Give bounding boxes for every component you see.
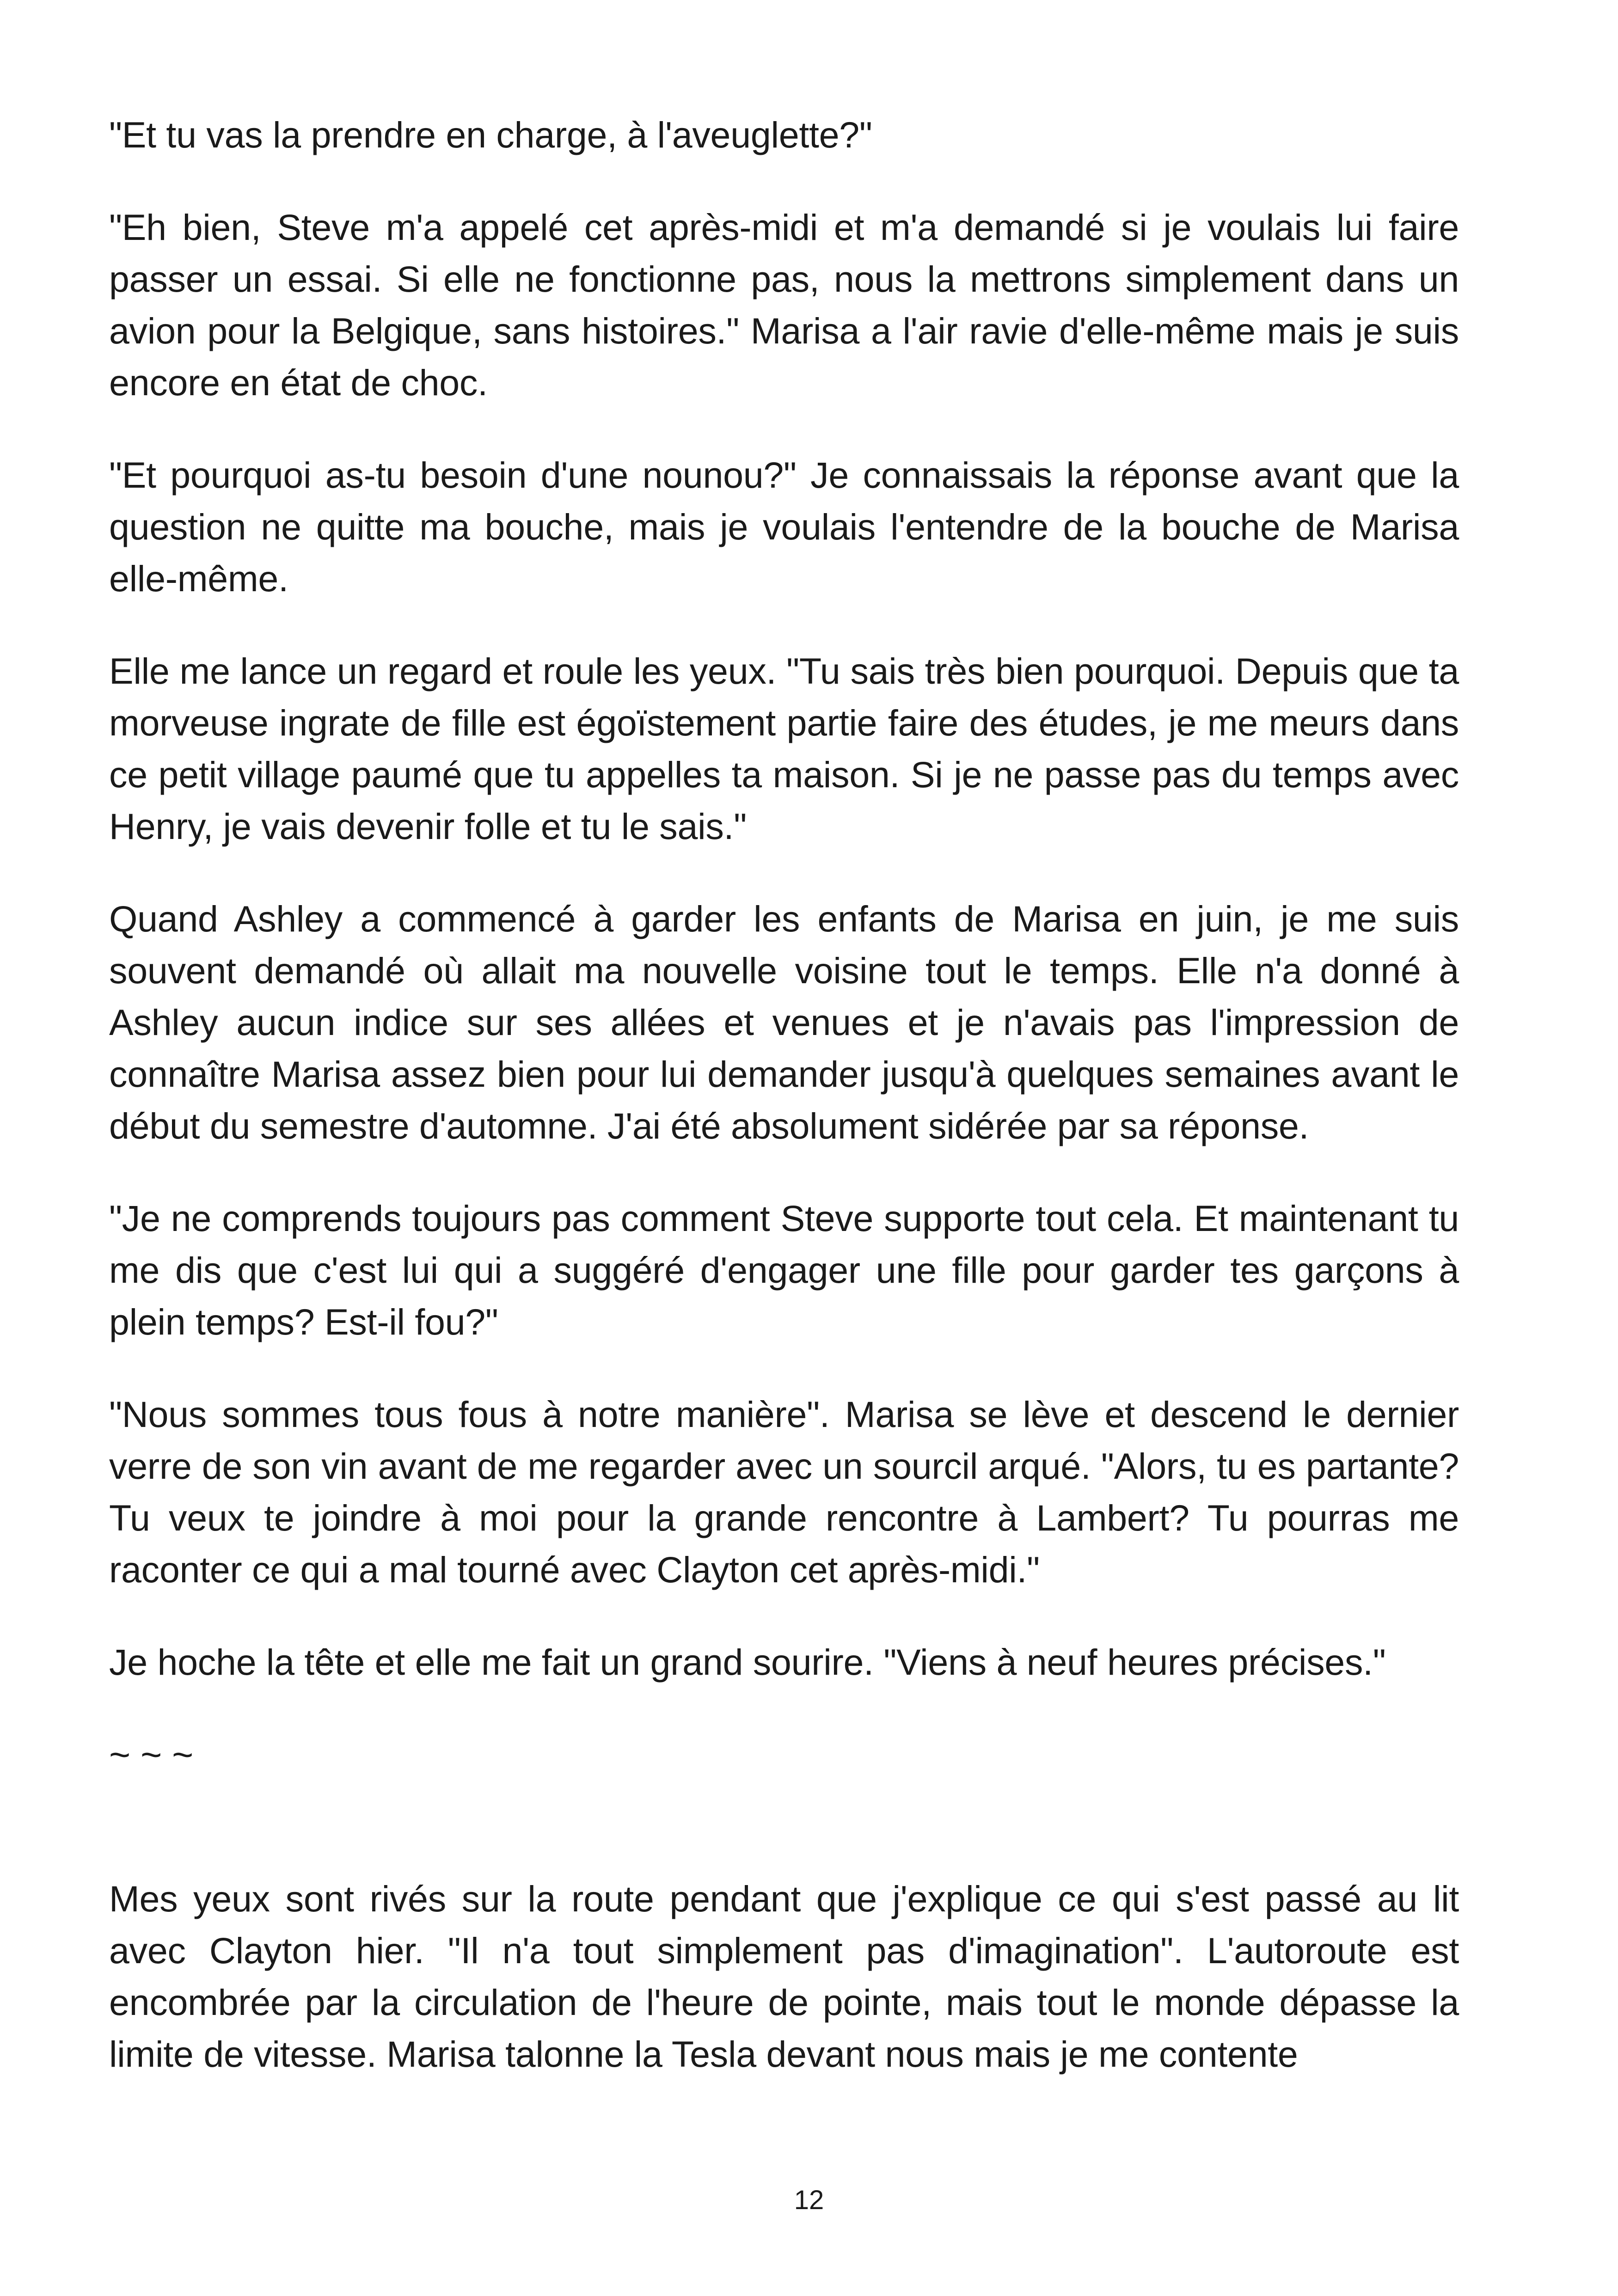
paragraph-8: Je hoche la tête et elle me fait un grand sourire. "Viens à neuf heures précises." xyxy=(109,1641,1386,1683)
paragraph-closing: Mes yeux sont rivés sur la route pendant que j'explique ce qui s'est passé au lit avec Clayton hier. "Il n'a tout simplement pas d'imagination". L'autoroute est encombrée par la circulation de l'heure de pointe, mais tout le monde dépasse la limite de vitesse. Marisa talonne la Tesla devant nous mais je me contente xyxy=(109,1878,1459,2075)
page-number: 12 xyxy=(794,2185,824,2215)
body-text xyxy=(109,109,1459,2121)
scene-break: ~ ~ ~ xyxy=(109,1734,194,1775)
paragraph-4: Elle me lance un regard et roule les yeux. "Tu sais très bien pourquoi. Depuis que ta morveuse ingrate de fille est égoïstement partie faire des études, je me meurs dans ce petit village paumé que tu appelles ta maison. Si je ne passe pas du temps avec Henry, je vais devenir folle et tu le sais." xyxy=(109,650,1459,847)
paragraph-3: "Et pourquoi as-tu besoin d'une nounou?" Je connaissais la réponse avant que la question ne quitte ma bouche, mais je voulais l'entendre de la bouche de Marisa elle-même. xyxy=(109,454,1459,599)
paragraph-2: "Eh bien, Steve m'a appelé cet après-midi et m'a demandé si je voulais lui faire passer un essai. Si elle ne fonctionne pas, nous la mettrons simplement dans un avion pour la Belgique, sans histoires." Marisa a l'air ravie d'elle-même mais je suis encore en état de choc. xyxy=(109,207,1459,403)
paragraph-7: "Nous sommes tous fous à notre manière". Marisa se lève et descend le dernier verre de son vin avant de me regarder avec un sourcil arqué. "Alors, tu es partante? Tu veux te joindre à moi pour la grande rencontre à Lambert? Tu pourras me raconter ce qui a mal tourné avec Clayton cet après-midi." xyxy=(109,1394,1459,1590)
paragraph-1: "Et tu vas la prendre en charge, à l'aveuglette?" xyxy=(109,114,872,155)
paragraph-5: Quand Ashley a commencé à garder les enfants de Marisa en juin, je me suis souvent demandé où allait ma nouvelle voisine tout le temps. Elle n'a donné à Ashley aucun indice sur ses allées et venues et je n'avais pas l'impression de connaître Marisa assez bien pour lui demander jusqu'à quelques semaines avant le début du semestre d'automne. J'ai été absolument sidérée par sa réponse. xyxy=(109,898,1459,1146)
paragraph-6: "Je ne comprends toujours pas comment Steve supporte tout cela. Et maintenant tu me dis que c'est lui qui a suggéré d'engager une fille pour garder tes garçons à plein temps? Est-il fou?" xyxy=(109,1198,1459,1342)
